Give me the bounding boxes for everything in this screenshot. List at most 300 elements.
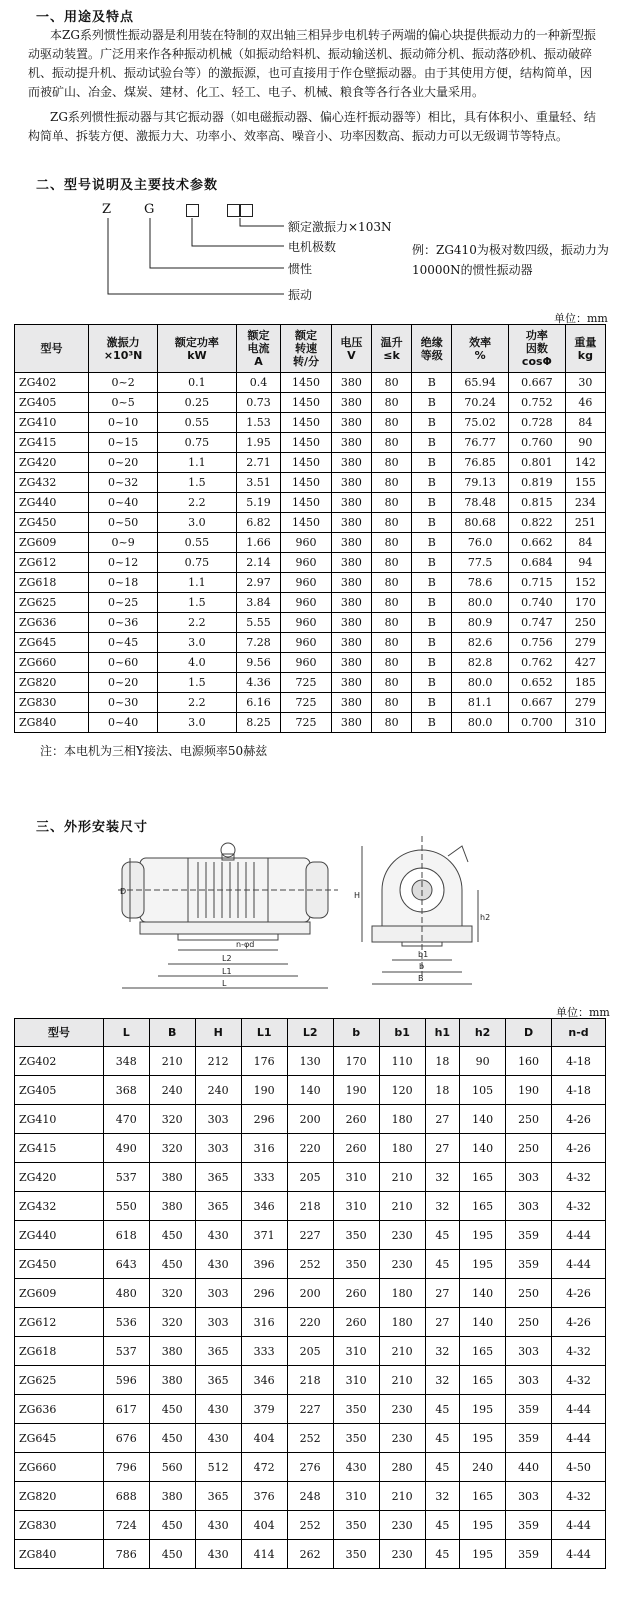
dim-cell: 310: [333, 1192, 379, 1221]
tech-cell: 0~9: [89, 533, 158, 553]
dim-cell: 227: [287, 1395, 333, 1424]
tech-row: [15, 693, 606, 713]
tech-cell: 0.4: [236, 373, 281, 393]
tech-cell: 380: [331, 473, 371, 493]
dim-cell: 359: [506, 1424, 552, 1453]
dim-cell: 262: [287, 1540, 333, 1569]
dim-cell: 4-44: [552, 1424, 606, 1453]
dim-cell: 379: [241, 1395, 287, 1424]
tech-cell: ZG820: [15, 673, 89, 693]
dim-cell: 210: [379, 1482, 425, 1511]
tech-cell: 3.0: [158, 633, 237, 653]
tech-cell: ZG402: [15, 373, 89, 393]
dim-cell: 365: [195, 1163, 241, 1192]
dim-cell: 27: [425, 1134, 459, 1163]
tech-cell: B: [412, 513, 452, 533]
section1-title: 一、用途及特点: [36, 10, 135, 25]
tech-row: [15, 713, 606, 733]
tech-cell: 80: [372, 533, 412, 553]
dim-cell: 404: [241, 1511, 287, 1540]
dim-row: [15, 1511, 606, 1540]
tech-cell: 185: [565, 673, 605, 693]
tech-cell: 80.0: [452, 713, 509, 733]
tech-cell: 0.662: [509, 533, 566, 553]
dim-cell: 4-44: [552, 1395, 606, 1424]
dim-cell: 348: [103, 1047, 149, 1076]
dim-cell: 140: [460, 1308, 506, 1337]
dim-header-cell: B: [149, 1019, 195, 1047]
end-view-drawing: [352, 826, 492, 994]
dim-cell: 190: [241, 1076, 287, 1105]
dim-cell: 346: [241, 1192, 287, 1221]
tech-cell: 170: [565, 593, 605, 613]
tech-row: [15, 573, 606, 593]
dim-row: [15, 1482, 606, 1511]
dim-cell: 310: [333, 1366, 379, 1395]
dim-cell: 796: [103, 1453, 149, 1482]
dim-cell: 252: [287, 1250, 333, 1279]
dim-cell: 303: [506, 1482, 552, 1511]
dim-header-cell: h2: [460, 1019, 506, 1047]
dim-cell: 365: [195, 1482, 241, 1511]
dim-cell: 320: [149, 1105, 195, 1134]
dim-cell: 45: [425, 1221, 459, 1250]
tech-row: [15, 593, 606, 613]
tech-cell: 1.5: [158, 673, 237, 693]
tech-cell: 80: [372, 573, 412, 593]
tech-cell: B: [412, 453, 452, 473]
tech-cell: 80.68: [452, 513, 509, 533]
dim-cell: 450: [149, 1395, 195, 1424]
tech-cell: 79.13: [452, 473, 509, 493]
dim-row: [15, 1105, 606, 1134]
tech-cell: 0~50: [89, 513, 158, 533]
dim-cell: ZG415: [15, 1134, 104, 1163]
dim-header-cell: L1: [241, 1019, 287, 1047]
tech-cell: 380: [331, 393, 371, 413]
dim-cell: 365: [195, 1366, 241, 1395]
dim-cell: 260: [333, 1279, 379, 1308]
dim-cell: 32: [425, 1163, 459, 1192]
dim-cell: 45: [425, 1453, 459, 1482]
label-vibration: 振动: [288, 288, 313, 302]
tech-cell: 0.667: [509, 693, 566, 713]
label-rated-force: 额定激振力×103N: [288, 220, 392, 234]
dim-cell: 4-26: [552, 1134, 606, 1163]
dim-cell: 480: [103, 1279, 149, 1308]
tech-row: [15, 493, 606, 513]
dim-cell: 280: [379, 1453, 425, 1482]
tech-cell: B: [412, 713, 452, 733]
dim-cell: 110: [379, 1047, 425, 1076]
dim-cell: 260: [333, 1308, 379, 1337]
tech-cell: 0.728: [509, 413, 566, 433]
dim-cell: 230: [379, 1424, 425, 1453]
tech-cell: 0.684: [509, 553, 566, 573]
tech-cell: 76.77: [452, 433, 509, 453]
dim-cell: 4-26: [552, 1279, 606, 1308]
dim-cell: ZG450: [15, 1250, 104, 1279]
dim-cell: ZG402: [15, 1047, 104, 1076]
dim-cell: 303: [195, 1308, 241, 1337]
dim-cell: 350: [333, 1221, 379, 1250]
tech-cell: 65.94: [452, 373, 509, 393]
tech-header-cell: 型号: [15, 325, 89, 373]
tech-cell: ZG830: [15, 693, 89, 713]
dim-cell: 90: [460, 1047, 506, 1076]
dim-header-cell: n-d: [552, 1019, 606, 1047]
tech-cell: 1.66: [236, 533, 281, 553]
dim-header-cell: H: [195, 1019, 241, 1047]
dim-cell: 230: [379, 1511, 425, 1540]
tech-cell: 1.1: [158, 573, 237, 593]
tech-header-cell: 功率 因数 cosΦ: [509, 325, 566, 373]
tech-cell: 0.752: [509, 393, 566, 413]
tech-row: [15, 433, 606, 453]
tech-cell: 2.2: [158, 693, 237, 713]
dim-label-h2: h2: [480, 913, 491, 922]
tech-header-cell: 额定 转速 转/分: [281, 325, 332, 373]
section1-paragraph-2: ZG系列惯性振动器与其它振动器（如电磁振动器、偏心连杆振动器等）相比，具有体积小、重量轻、结构简单、拆装方便、激振力大、功率小、效率高、噪音小、功率因数高、振动力可以无级调节等特点。: [28, 110, 596, 143]
dim-row: [15, 1076, 606, 1105]
dim-label-nd: n-φd: [236, 940, 255, 949]
dim-cell: 140: [460, 1279, 506, 1308]
dim-cell: 230: [379, 1395, 425, 1424]
dim-cell: 346: [241, 1366, 287, 1395]
tech-row: [15, 453, 606, 473]
dim-cell: 4-44: [552, 1221, 606, 1250]
tech-cell: 80.0: [452, 593, 509, 613]
dim-cell: 227: [287, 1221, 333, 1250]
tech-cell: 70.24: [452, 393, 509, 413]
tech-cell: B: [412, 613, 452, 633]
tech-cell: 380: [331, 673, 371, 693]
tech-cell: 0.75: [158, 433, 237, 453]
dim-cell: 550: [103, 1192, 149, 1221]
tech-cell: 960: [281, 633, 332, 653]
tech-cell: 0~36: [89, 613, 158, 633]
tech-cell: 960: [281, 653, 332, 673]
dim-cell: 4-26: [552, 1308, 606, 1337]
tech-row: [15, 673, 606, 693]
dim-cell: 320: [149, 1134, 195, 1163]
table1-note: 注：本电机为三相Y接法、电源频率50赫兹: [40, 744, 268, 758]
dim-cell: 260: [333, 1134, 379, 1163]
dim-cell: 195: [460, 1395, 506, 1424]
dim-cell: 380: [149, 1482, 195, 1511]
tech-cell: 1450: [281, 513, 332, 533]
tech-cell: 0~20: [89, 453, 158, 473]
dim-cell: 380: [149, 1337, 195, 1366]
dim-cell: 359: [506, 1540, 552, 1569]
dim-row: [15, 1540, 606, 1569]
tech-cell: B: [412, 693, 452, 713]
section1-paragraph-1: 本ZG系列惯性振动器是利用装在特制的双出轴三相异步电机转子两端的偏心块提供振动力的一种新型振动驱动装置。广泛用来作各种振动机械（如振动给料机、振动输送机、振动筛分机、振动落砂机、振动破碎机、振动提升机、振动试验台等）的激振源，也可直接用于作仓壁振动器。由于其使用方便，结构简单，因而被矿山、冶金、煤炭、建材、化工、轻工、电子、机械、粮食等各行各业大量采用。: [28, 28, 596, 99]
dim-cell: 250: [506, 1308, 552, 1337]
tech-row: [15, 393, 606, 413]
dim-cell: 32: [425, 1482, 459, 1511]
dim-cell: 248: [287, 1482, 333, 1511]
tech-cell: 725: [281, 713, 332, 733]
label-motor-poles: 电机极数: [288, 240, 337, 254]
section2-title: 二、型号说明及主要技术参数: [36, 178, 219, 193]
tech-cell: ZG840: [15, 713, 89, 733]
tech-cell: 75.02: [452, 413, 509, 433]
dim-cell: 380: [149, 1163, 195, 1192]
tech-cell: 7.28: [236, 633, 281, 653]
tech-cell: 81.1: [452, 693, 509, 713]
table1-unit: 单位：mm: [554, 312, 608, 325]
tech-cell: 380: [331, 553, 371, 573]
tech-cell: 0~12: [89, 553, 158, 573]
dim-cell: 303: [195, 1134, 241, 1163]
dim-cell: 512: [195, 1453, 241, 1482]
dim-cell: 430: [195, 1511, 241, 1540]
tech-cell: 960: [281, 533, 332, 553]
tech-cell: 380: [331, 433, 371, 453]
dim-cell: 218: [287, 1366, 333, 1395]
tech-cell: 960: [281, 593, 332, 613]
tech-cell: 960: [281, 553, 332, 573]
tech-cell: B: [412, 373, 452, 393]
tech-cell: 251: [565, 513, 605, 533]
tech-cell: ZG415: [15, 433, 89, 453]
tech-cell: 0.1: [158, 373, 237, 393]
tech-row: [15, 413, 606, 433]
tech-cell: 0.815: [509, 493, 566, 513]
tech-cell: B: [412, 673, 452, 693]
dim-cell: 618: [103, 1221, 149, 1250]
tech-cell: 2.2: [158, 493, 237, 513]
tech-header-cell: 激振力 ×10³N: [89, 325, 158, 373]
dim-label-B: B: [418, 974, 424, 983]
dim-row: [15, 1221, 606, 1250]
tech-cell: 80: [372, 433, 412, 453]
tech-cell: 0.652: [509, 673, 566, 693]
dim-cell: 4-26: [552, 1105, 606, 1134]
dim-cell: 27: [425, 1105, 459, 1134]
dim-cell: ZG405: [15, 1076, 104, 1105]
dim-cell: 210: [379, 1163, 425, 1192]
tech-cell: 0~20: [89, 673, 158, 693]
dim-cell: ZG625: [15, 1366, 104, 1395]
tech-cell: 0.756: [509, 633, 566, 653]
tech-cell: 0~45: [89, 633, 158, 653]
tech-cell: 80: [372, 393, 412, 413]
dim-cell: 180: [379, 1105, 425, 1134]
dim-cell: 724: [103, 1511, 149, 1540]
dim-cell: 4-32: [552, 1337, 606, 1366]
tech-cell: 380: [331, 613, 371, 633]
dim-cell: 195: [460, 1250, 506, 1279]
dim-cell: 490: [103, 1134, 149, 1163]
dim-cell: 165: [460, 1192, 506, 1221]
tech-cell: 279: [565, 693, 605, 713]
dim-cell: ZG645: [15, 1424, 104, 1453]
tech-cell: 46: [565, 393, 605, 413]
tech-cell: 380: [331, 493, 371, 513]
tech-cell: 3.84: [236, 593, 281, 613]
dim-cell: 4-50: [552, 1453, 606, 1482]
tech-cell: 1450: [281, 473, 332, 493]
tech-cell: 380: [331, 373, 371, 393]
dim-cell: ZG830: [15, 1511, 104, 1540]
dim-cell: 210: [379, 1192, 425, 1221]
tech-header-cell: 效率 %: [452, 325, 509, 373]
dim-cell: 450: [149, 1540, 195, 1569]
dim-cell: 230: [379, 1250, 425, 1279]
tech-row: [15, 633, 606, 653]
tech-cell: 84: [565, 413, 605, 433]
dim-cell: ZG618: [15, 1337, 104, 1366]
dim-cell: 450: [149, 1424, 195, 1453]
tech-cell: 0~25: [89, 593, 158, 613]
tech-cell: 0.762: [509, 653, 566, 673]
dim-cell: 350: [333, 1395, 379, 1424]
dim-row: [15, 1163, 606, 1192]
dim-cell: 537: [103, 1163, 149, 1192]
tech-cell: B: [412, 653, 452, 673]
dim-cell: ZG432: [15, 1192, 104, 1221]
dim-cell: 220: [287, 1308, 333, 1337]
tech-cell: 380: [331, 633, 371, 653]
tech-header-cell: 电压 V: [331, 325, 371, 373]
tech-cell: 80.9: [452, 613, 509, 633]
dim-cell: 195: [460, 1540, 506, 1569]
tech-cell: 380: [331, 593, 371, 613]
dim-cell: 450: [149, 1250, 195, 1279]
tech-row: [15, 513, 606, 533]
tech-row: [15, 653, 606, 673]
dim-cell: 430: [195, 1221, 241, 1250]
dim-cell: 430: [195, 1540, 241, 1569]
dim-cell: 359: [506, 1250, 552, 1279]
dim-cell: 195: [460, 1511, 506, 1540]
dim-row: [15, 1366, 606, 1395]
dim-cell: 4-32: [552, 1366, 606, 1395]
dim-cell: ZG420: [15, 1163, 104, 1192]
tech-cell: 0~2: [89, 373, 158, 393]
dim-cell: 195: [460, 1424, 506, 1453]
tech-cell: 0~30: [89, 693, 158, 713]
tech-cell: 0~18: [89, 573, 158, 593]
tech-cell: 80: [372, 673, 412, 693]
tech-cell: B: [412, 473, 452, 493]
tech-row: [15, 553, 606, 573]
model-letter-z: Z: [102, 202, 112, 217]
tech-cell: 80: [372, 593, 412, 613]
dim-cell: 350: [333, 1424, 379, 1453]
dim-cell: 120: [379, 1076, 425, 1105]
dim-cell: 18: [425, 1076, 459, 1105]
dim-cell: 250: [506, 1134, 552, 1163]
installation-dimensions-table: [14, 1018, 606, 1569]
label-inertia: 惯性: [288, 262, 313, 276]
tech-cell: 0.55: [158, 533, 237, 553]
dim-cell: 296: [241, 1279, 287, 1308]
dim-cell: 430: [195, 1395, 241, 1424]
dim-label-l: L: [222, 979, 227, 988]
dim-cell: 32: [425, 1192, 459, 1221]
tech-cell: 8.25: [236, 713, 281, 733]
tech-cell: 0~5: [89, 393, 158, 413]
tech-cell: 1.53: [236, 413, 281, 433]
dim-cell: 180: [379, 1279, 425, 1308]
tech-cell: 6.82: [236, 513, 281, 533]
dim-cell: ZG820: [15, 1482, 104, 1511]
tech-cell: 80: [372, 633, 412, 653]
tech-cell: 279: [565, 633, 605, 653]
tech-cell: 3.51: [236, 473, 281, 493]
dim-cell: 240: [460, 1453, 506, 1482]
dim-cell: 140: [460, 1105, 506, 1134]
dim-cell: 165: [460, 1337, 506, 1366]
tech-cell: 2.97: [236, 573, 281, 593]
dim-header-cell: h1: [425, 1019, 459, 1047]
dim-cell: 180: [379, 1134, 425, 1163]
model-letter-g: G: [144, 202, 155, 217]
dim-cell: 296: [241, 1105, 287, 1134]
tech-cell: 6.16: [236, 693, 281, 713]
tech-cell: 5.19: [236, 493, 281, 513]
dim-cell: 316: [241, 1134, 287, 1163]
tech-cell: 76.85: [452, 453, 509, 473]
tech-cell: ZG645: [15, 633, 89, 653]
dim-cell: 303: [195, 1105, 241, 1134]
tech-cell: 3.0: [158, 713, 237, 733]
dim-row: [15, 1047, 606, 1076]
tech-cell: ZG410: [15, 413, 89, 433]
dim-row: [15, 1453, 606, 1482]
dim-cell: 4-18: [552, 1076, 606, 1105]
dim-cell: 537: [103, 1337, 149, 1366]
dim-cell: 4-44: [552, 1250, 606, 1279]
tech-row: [15, 613, 606, 633]
dim-row: [15, 1279, 606, 1308]
tech-cell: 80: [372, 413, 412, 433]
tech-cell: 380: [331, 573, 371, 593]
dim-cell: 230: [379, 1221, 425, 1250]
tech-cell: B: [412, 493, 452, 513]
dim-cell: 320: [149, 1279, 195, 1308]
dim-cell: 170: [333, 1047, 379, 1076]
dim-cell: 200: [287, 1279, 333, 1308]
dim-cell: 316: [241, 1308, 287, 1337]
dim-cell: 140: [460, 1134, 506, 1163]
tech-cell: 3.0: [158, 513, 237, 533]
dim-cell: 27: [425, 1279, 459, 1308]
dim-cell: 365: [195, 1192, 241, 1221]
side-view-drawing: [118, 826, 338, 994]
tech-cell: 4.0: [158, 653, 237, 673]
tech-cell: 2.71: [236, 453, 281, 473]
dim-cell: 380: [149, 1192, 195, 1221]
dim-cell: 303: [506, 1366, 552, 1395]
tech-cell: B: [412, 553, 452, 573]
tech-cell: 0.747: [509, 613, 566, 633]
dim-cell: 45: [425, 1540, 459, 1569]
tech-cell: 1.5: [158, 473, 237, 493]
tech-cell: ZG405: [15, 393, 89, 413]
tech-cell: 0.822: [509, 513, 566, 533]
dim-cell: 333: [241, 1337, 287, 1366]
tech-cell: 30: [565, 373, 605, 393]
tech-cell: 80: [372, 453, 412, 473]
tech-cell: 5.55: [236, 613, 281, 633]
dim-cell: 371: [241, 1221, 287, 1250]
tech-cell: 82.8: [452, 653, 509, 673]
tech-cell: 725: [281, 693, 332, 713]
